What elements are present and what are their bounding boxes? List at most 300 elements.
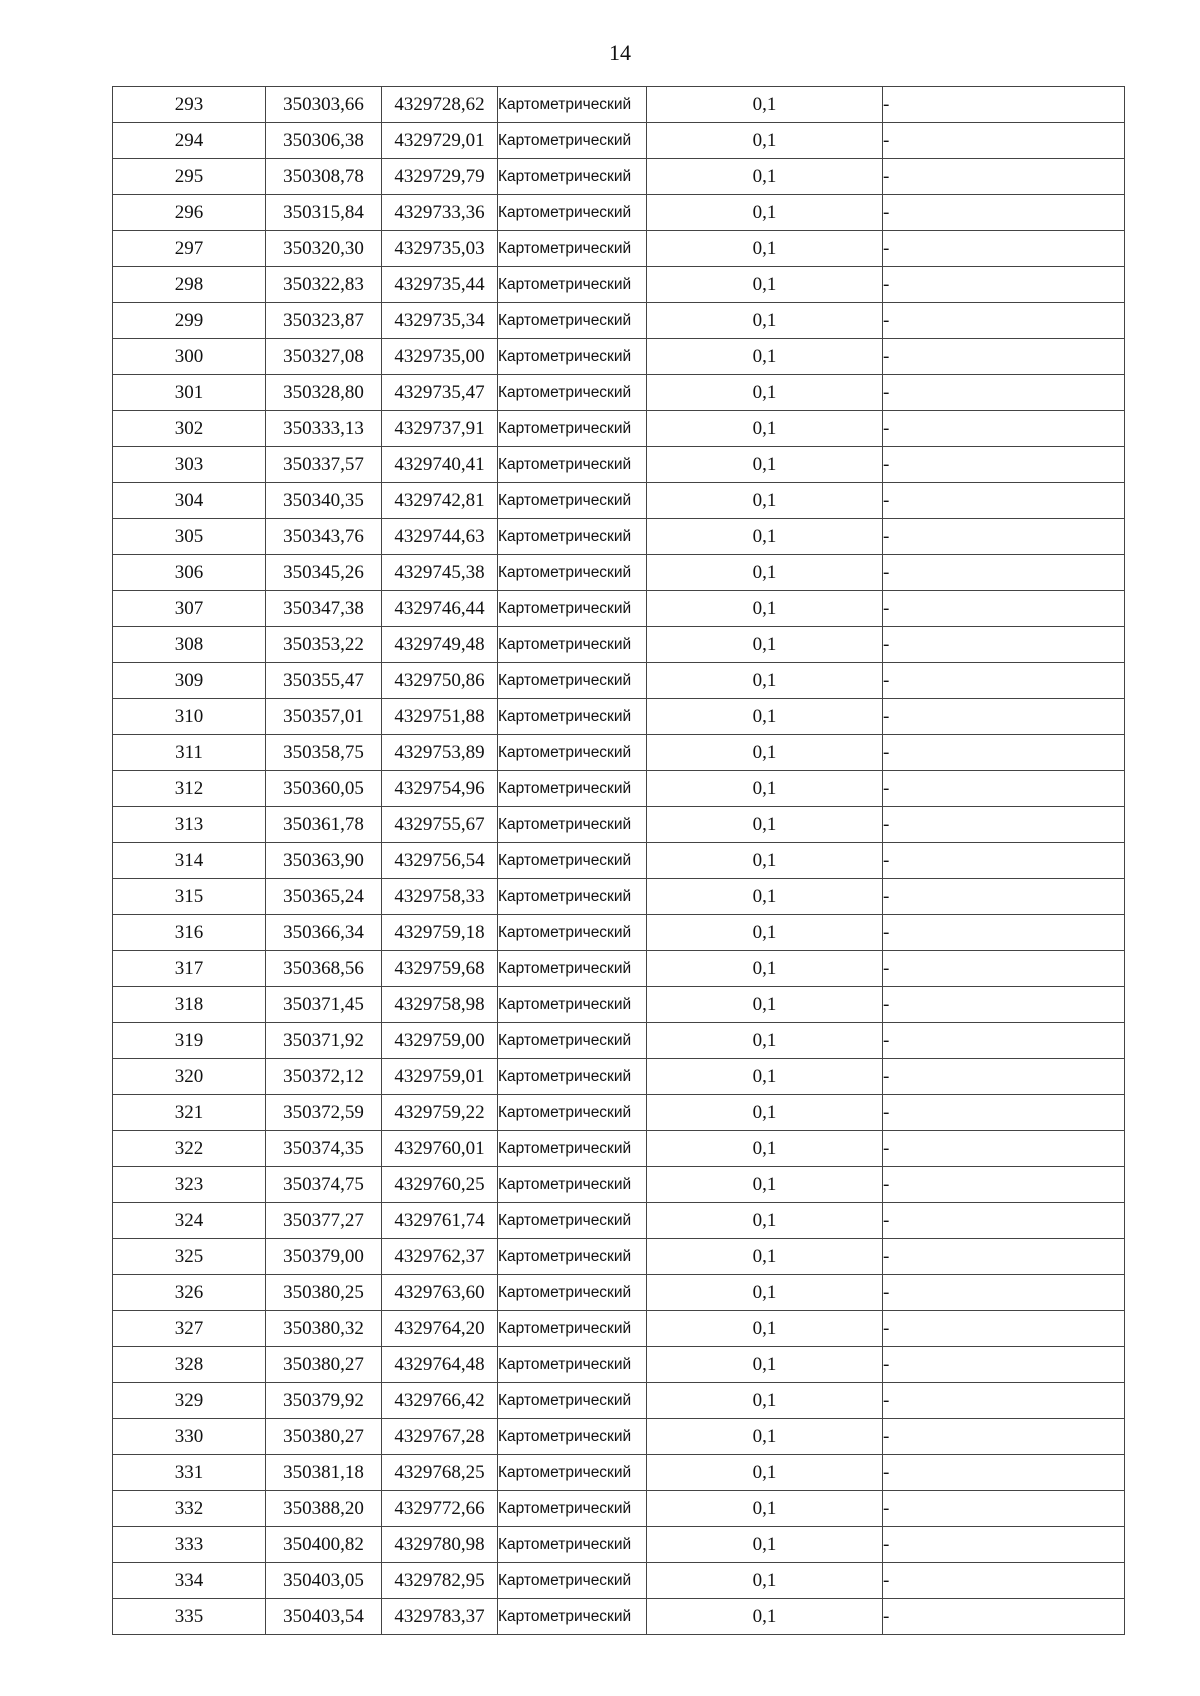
point-number-cell: 319 (113, 1023, 266, 1059)
description-cell: - (883, 519, 1125, 555)
description-cell: - (883, 1059, 1125, 1095)
point-number-cell: 325 (113, 1239, 266, 1275)
table-row (113, 1239, 1125, 1275)
accuracy-cell: 0,1 (647, 303, 883, 339)
description-cell: - (883, 231, 1125, 267)
accuracy-cell: 0,1 (647, 987, 883, 1023)
point-number-cell: 316 (113, 915, 266, 951)
accuracy-cell: 0,1 (647, 1491, 883, 1527)
method-cell: Картометрический (498, 1563, 647, 1599)
accuracy-cell: 0,1 (647, 807, 883, 843)
point-number-cell: 333 (113, 1527, 266, 1563)
description-cell: - (883, 1563, 1125, 1599)
table-row (113, 339, 1125, 375)
accuracy-cell: 0,1 (647, 1203, 883, 1239)
y-coordinate-cell: 4329750,86 (382, 663, 498, 699)
table-row (113, 1311, 1125, 1347)
accuracy-cell: 0,1 (647, 1311, 883, 1347)
method-cell: Картометрический (498, 231, 647, 267)
table-row (113, 843, 1125, 879)
x-coordinate-cell: 350361,78 (266, 807, 382, 843)
table-row (113, 1491, 1125, 1527)
accuracy-cell: 0,1 (647, 195, 883, 231)
y-coordinate-cell: 4329763,60 (382, 1275, 498, 1311)
x-coordinate-cell: 350328,80 (266, 375, 382, 411)
method-cell: Картометрический (498, 159, 647, 195)
y-coordinate-cell: 4329735,03 (382, 231, 498, 267)
point-number-cell: 310 (113, 699, 266, 735)
y-coordinate-cell: 4329729,01 (382, 123, 498, 159)
x-coordinate-cell: 350343,76 (266, 519, 382, 555)
coordinates-table (112, 86, 1125, 1635)
table-row (113, 1203, 1125, 1239)
x-coordinate-cell: 350377,27 (266, 1203, 382, 1239)
table-row (113, 1383, 1125, 1419)
method-cell: Картометрический (498, 663, 647, 699)
accuracy-cell: 0,1 (647, 411, 883, 447)
method-cell: Картометрический (498, 987, 647, 1023)
table-row (113, 1095, 1125, 1131)
accuracy-cell: 0,1 (647, 339, 883, 375)
point-number-cell: 320 (113, 1059, 266, 1095)
description-cell: - (883, 879, 1125, 915)
point-number-cell: 307 (113, 591, 266, 627)
table-row (113, 1023, 1125, 1059)
x-coordinate-cell: 350400,82 (266, 1527, 382, 1563)
x-coordinate-cell: 350381,18 (266, 1455, 382, 1491)
method-cell: Картометрический (498, 843, 647, 879)
x-coordinate-cell: 350371,45 (266, 987, 382, 1023)
point-number-cell: 309 (113, 663, 266, 699)
method-cell: Картометрический (498, 447, 647, 483)
x-coordinate-cell: 350371,92 (266, 1023, 382, 1059)
table-row (113, 663, 1125, 699)
y-coordinate-cell: 4329735,44 (382, 267, 498, 303)
description-cell: - (883, 159, 1125, 195)
method-cell: Картометрический (498, 1023, 647, 1059)
accuracy-cell: 0,1 (647, 1455, 883, 1491)
table-row (113, 375, 1125, 411)
description-cell: - (883, 1131, 1125, 1167)
y-coordinate-cell: 4329729,79 (382, 159, 498, 195)
point-number-cell: 332 (113, 1491, 266, 1527)
x-coordinate-cell: 350320,30 (266, 231, 382, 267)
accuracy-cell: 0,1 (647, 1419, 883, 1455)
point-number-cell: 334 (113, 1563, 266, 1599)
description-cell: - (883, 1311, 1125, 1347)
coordinates-table-body (113, 87, 1125, 1635)
y-coordinate-cell: 4329783,37 (382, 1599, 498, 1635)
x-coordinate-cell: 350380,25 (266, 1275, 382, 1311)
table-row (113, 1455, 1125, 1491)
table-row (113, 1599, 1125, 1635)
method-cell: Картометрический (498, 1167, 647, 1203)
x-coordinate-cell: 350347,38 (266, 591, 382, 627)
accuracy-cell: 0,1 (647, 879, 883, 915)
x-coordinate-cell: 350374,75 (266, 1167, 382, 1203)
description-cell: - (883, 1383, 1125, 1419)
method-cell: Картометрический (498, 303, 647, 339)
point-number-cell: 294 (113, 123, 266, 159)
y-coordinate-cell: 4329780,98 (382, 1527, 498, 1563)
point-number-cell: 323 (113, 1167, 266, 1203)
table-row (113, 123, 1125, 159)
y-coordinate-cell: 4329733,36 (382, 195, 498, 231)
description-cell: - (883, 195, 1125, 231)
accuracy-cell: 0,1 (647, 231, 883, 267)
accuracy-cell: 0,1 (647, 1131, 883, 1167)
y-coordinate-cell: 4329759,00 (382, 1023, 498, 1059)
description-cell: - (883, 303, 1125, 339)
table-row (113, 303, 1125, 339)
description-cell: - (883, 1599, 1125, 1635)
table-row (113, 1059, 1125, 1095)
point-number-cell: 312 (113, 771, 266, 807)
y-coordinate-cell: 4329768,25 (382, 1455, 498, 1491)
method-cell: Картометрический (498, 807, 647, 843)
x-coordinate-cell: 350323,87 (266, 303, 382, 339)
y-coordinate-cell: 4329749,48 (382, 627, 498, 663)
y-coordinate-cell: 4329782,95 (382, 1563, 498, 1599)
x-coordinate-cell: 350308,78 (266, 159, 382, 195)
table-row (113, 1527, 1125, 1563)
description-cell: - (883, 1527, 1125, 1563)
method-cell: Картометрический (498, 1491, 647, 1527)
y-coordinate-cell: 4329758,33 (382, 879, 498, 915)
method-cell: Картометрический (498, 555, 647, 591)
table-row (113, 87, 1125, 123)
method-cell: Картометрический (498, 627, 647, 663)
x-coordinate-cell: 350333,13 (266, 411, 382, 447)
accuracy-cell: 0,1 (647, 915, 883, 951)
method-cell: Картометрический (498, 951, 647, 987)
description-cell: - (883, 447, 1125, 483)
point-number-cell: 306 (113, 555, 266, 591)
x-coordinate-cell: 350358,75 (266, 735, 382, 771)
method-cell: Картометрический (498, 915, 647, 951)
y-coordinate-cell: 4329756,54 (382, 843, 498, 879)
x-coordinate-cell: 350372,59 (266, 1095, 382, 1131)
point-number-cell: 331 (113, 1455, 266, 1491)
x-coordinate-cell: 350380,32 (266, 1311, 382, 1347)
table-row (113, 627, 1125, 663)
method-cell: Картометрический (498, 1599, 647, 1635)
y-coordinate-cell: 4329759,18 (382, 915, 498, 951)
accuracy-cell: 0,1 (647, 1527, 883, 1563)
table-row (113, 483, 1125, 519)
point-number-cell: 304 (113, 483, 266, 519)
x-coordinate-cell: 350360,05 (266, 771, 382, 807)
x-coordinate-cell: 350337,57 (266, 447, 382, 483)
table-row (113, 1347, 1125, 1383)
y-coordinate-cell: 4329735,34 (382, 303, 498, 339)
point-number-cell: 295 (113, 159, 266, 195)
point-number-cell: 318 (113, 987, 266, 1023)
x-coordinate-cell: 350322,83 (266, 267, 382, 303)
description-cell: - (883, 483, 1125, 519)
point-number-cell: 302 (113, 411, 266, 447)
accuracy-cell: 0,1 (647, 663, 883, 699)
y-coordinate-cell: 4329772,66 (382, 1491, 498, 1527)
table-row (113, 699, 1125, 735)
table-row (113, 1167, 1125, 1203)
method-cell: Картометрический (498, 1131, 647, 1167)
description-cell: - (883, 123, 1125, 159)
page-number: 14 (609, 40, 631, 65)
x-coordinate-cell: 350340,35 (266, 483, 382, 519)
point-number-cell: 299 (113, 303, 266, 339)
method-cell: Картометрический (498, 87, 647, 123)
y-coordinate-cell: 4329761,74 (382, 1203, 498, 1239)
y-coordinate-cell: 4329760,01 (382, 1131, 498, 1167)
method-cell: Картометрический (498, 735, 647, 771)
description-cell: - (883, 1419, 1125, 1455)
y-coordinate-cell: 4329742,81 (382, 483, 498, 519)
point-number-cell: 313 (113, 807, 266, 843)
description-cell: - (883, 1095, 1125, 1131)
y-coordinate-cell: 4329753,89 (382, 735, 498, 771)
x-coordinate-cell: 350355,47 (266, 663, 382, 699)
y-coordinate-cell: 4329767,28 (382, 1419, 498, 1455)
x-coordinate-cell: 350366,34 (266, 915, 382, 951)
point-number-cell: 297 (113, 231, 266, 267)
table-row (113, 195, 1125, 231)
point-number-cell: 311 (113, 735, 266, 771)
x-coordinate-cell: 350345,26 (266, 555, 382, 591)
y-coordinate-cell: 4329745,38 (382, 555, 498, 591)
accuracy-cell: 0,1 (647, 1023, 883, 1059)
y-coordinate-cell: 4329759,01 (382, 1059, 498, 1095)
point-number-cell: 321 (113, 1095, 266, 1131)
description-cell: - (883, 1239, 1125, 1275)
table-row (113, 231, 1125, 267)
accuracy-cell: 0,1 (647, 699, 883, 735)
accuracy-cell: 0,1 (647, 375, 883, 411)
table-row (113, 771, 1125, 807)
method-cell: Картометрический (498, 1311, 647, 1347)
table-row (113, 159, 1125, 195)
table-row (113, 915, 1125, 951)
description-cell: - (883, 771, 1125, 807)
x-coordinate-cell: 350380,27 (266, 1419, 382, 1455)
x-coordinate-cell: 350403,05 (266, 1563, 382, 1599)
method-cell: Картометрический (498, 339, 647, 375)
table-row (113, 267, 1125, 303)
accuracy-cell: 0,1 (647, 951, 883, 987)
method-cell: Картометрический (498, 267, 647, 303)
description-cell: - (883, 555, 1125, 591)
x-coordinate-cell: 350403,54 (266, 1599, 382, 1635)
accuracy-cell: 0,1 (647, 771, 883, 807)
point-number-cell: 293 (113, 87, 266, 123)
point-number-cell: 324 (113, 1203, 266, 1239)
table-row (113, 951, 1125, 987)
method-cell: Картометрический (498, 1527, 647, 1563)
table-row (113, 735, 1125, 771)
point-number-cell: 305 (113, 519, 266, 555)
accuracy-cell: 0,1 (647, 159, 883, 195)
x-coordinate-cell: 350368,56 (266, 951, 382, 987)
y-coordinate-cell: 4329740,41 (382, 447, 498, 483)
table-row (113, 1131, 1125, 1167)
x-coordinate-cell: 350363,90 (266, 843, 382, 879)
point-number-cell: 298 (113, 267, 266, 303)
method-cell: Картометрический (498, 1239, 647, 1275)
method-cell: Картометрический (498, 483, 647, 519)
method-cell: Картометрический (498, 879, 647, 915)
accuracy-cell: 0,1 (647, 735, 883, 771)
y-coordinate-cell: 4329728,62 (382, 87, 498, 123)
y-coordinate-cell: 4329755,67 (382, 807, 498, 843)
accuracy-cell: 0,1 (647, 843, 883, 879)
accuracy-cell: 0,1 (647, 1059, 883, 1095)
y-coordinate-cell: 4329764,48 (382, 1347, 498, 1383)
method-cell: Картометрический (498, 1059, 647, 1095)
y-coordinate-cell: 4329760,25 (382, 1167, 498, 1203)
x-coordinate-cell: 350306,38 (266, 123, 382, 159)
point-number-cell: 301 (113, 375, 266, 411)
point-number-cell: 322 (113, 1131, 266, 1167)
description-cell: - (883, 339, 1125, 375)
y-coordinate-cell: 4329764,20 (382, 1311, 498, 1347)
description-cell: - (883, 663, 1125, 699)
y-coordinate-cell: 4329735,47 (382, 375, 498, 411)
accuracy-cell: 0,1 (647, 555, 883, 591)
description-cell: - (883, 411, 1125, 447)
description-cell: - (883, 1203, 1125, 1239)
y-coordinate-cell: 4329759,22 (382, 1095, 498, 1131)
accuracy-cell: 0,1 (647, 1239, 883, 1275)
point-number-cell: 330 (113, 1419, 266, 1455)
x-coordinate-cell: 350379,92 (266, 1383, 382, 1419)
x-coordinate-cell: 350380,27 (266, 1347, 382, 1383)
description-cell: - (883, 87, 1125, 123)
y-coordinate-cell: 4329758,98 (382, 987, 498, 1023)
description-cell: - (883, 735, 1125, 771)
description-cell: - (883, 843, 1125, 879)
y-coordinate-cell: 4329766,42 (382, 1383, 498, 1419)
description-cell: - (883, 627, 1125, 663)
description-cell: - (883, 951, 1125, 987)
accuracy-cell: 0,1 (647, 447, 883, 483)
point-number-cell: 317 (113, 951, 266, 987)
x-coordinate-cell: 350372,12 (266, 1059, 382, 1095)
table-row (113, 519, 1125, 555)
description-cell: - (883, 987, 1125, 1023)
y-coordinate-cell: 4329751,88 (382, 699, 498, 735)
y-coordinate-cell: 4329735,00 (382, 339, 498, 375)
accuracy-cell: 0,1 (647, 123, 883, 159)
method-cell: Картометрический (498, 591, 647, 627)
y-coordinate-cell: 4329759,68 (382, 951, 498, 987)
point-number-cell: 314 (113, 843, 266, 879)
x-coordinate-cell: 350303,66 (266, 87, 382, 123)
x-coordinate-cell: 350374,35 (266, 1131, 382, 1167)
accuracy-cell: 0,1 (647, 1167, 883, 1203)
accuracy-cell: 0,1 (647, 1563, 883, 1599)
point-number-cell: 326 (113, 1275, 266, 1311)
accuracy-cell: 0,1 (647, 519, 883, 555)
table-row (113, 1275, 1125, 1311)
description-cell: - (883, 591, 1125, 627)
accuracy-cell: 0,1 (647, 627, 883, 663)
y-coordinate-cell: 4329744,63 (382, 519, 498, 555)
point-number-cell: 328 (113, 1347, 266, 1383)
method-cell: Картометрический (498, 1383, 647, 1419)
accuracy-cell: 0,1 (647, 267, 883, 303)
table-row (113, 1419, 1125, 1455)
description-cell: - (883, 915, 1125, 951)
table-row (113, 555, 1125, 591)
point-number-cell: 296 (113, 195, 266, 231)
accuracy-cell: 0,1 (647, 1599, 883, 1635)
point-number-cell: 315 (113, 879, 266, 915)
description-cell: - (883, 699, 1125, 735)
y-coordinate-cell: 4329746,44 (382, 591, 498, 627)
x-coordinate-cell: 350353,22 (266, 627, 382, 663)
accuracy-cell: 0,1 (647, 591, 883, 627)
x-coordinate-cell: 350365,24 (266, 879, 382, 915)
point-number-cell: 300 (113, 339, 266, 375)
y-coordinate-cell: 4329737,91 (382, 411, 498, 447)
x-coordinate-cell: 350315,84 (266, 195, 382, 231)
method-cell: Картометрический (498, 411, 647, 447)
description-cell: - (883, 267, 1125, 303)
description-cell: - (883, 375, 1125, 411)
accuracy-cell: 0,1 (647, 483, 883, 519)
method-cell: Картометрический (498, 1347, 647, 1383)
description-cell: - (883, 1023, 1125, 1059)
table-row (113, 987, 1125, 1023)
method-cell: Картометрический (498, 1419, 647, 1455)
description-cell: - (883, 1347, 1125, 1383)
accuracy-cell: 0,1 (647, 1095, 883, 1131)
point-number-cell: 335 (113, 1599, 266, 1635)
method-cell: Картометрический (498, 1455, 647, 1491)
description-cell: - (883, 807, 1125, 843)
description-cell: - (883, 1167, 1125, 1203)
table-row (113, 591, 1125, 627)
table-row (113, 807, 1125, 843)
y-coordinate-cell: 4329762,37 (382, 1239, 498, 1275)
method-cell: Картометрический (498, 771, 647, 807)
point-number-cell: 308 (113, 627, 266, 663)
method-cell: Картометрический (498, 1095, 647, 1131)
x-coordinate-cell: 350357,01 (266, 699, 382, 735)
y-coordinate-cell: 4329754,96 (382, 771, 498, 807)
description-cell: - (883, 1275, 1125, 1311)
method-cell: Картометрический (498, 375, 647, 411)
point-number-cell: 329 (113, 1383, 266, 1419)
description-cell: - (883, 1491, 1125, 1527)
method-cell: Картометрический (498, 195, 647, 231)
point-number-cell: 303 (113, 447, 266, 483)
method-cell: Картометрический (498, 1203, 647, 1239)
table-row (113, 1563, 1125, 1599)
accuracy-cell: 0,1 (647, 1347, 883, 1383)
table-row (113, 411, 1125, 447)
point-number-cell: 327 (113, 1311, 266, 1347)
description-cell: - (883, 1455, 1125, 1491)
x-coordinate-cell: 350327,08 (266, 339, 382, 375)
x-coordinate-cell: 350379,00 (266, 1239, 382, 1275)
method-cell: Картометрический (498, 123, 647, 159)
table-row (113, 879, 1125, 915)
method-cell: Картометрический (498, 699, 647, 735)
accuracy-cell: 0,1 (647, 1383, 883, 1419)
accuracy-cell: 0,1 (647, 1275, 883, 1311)
method-cell: Картометрический (498, 519, 647, 555)
